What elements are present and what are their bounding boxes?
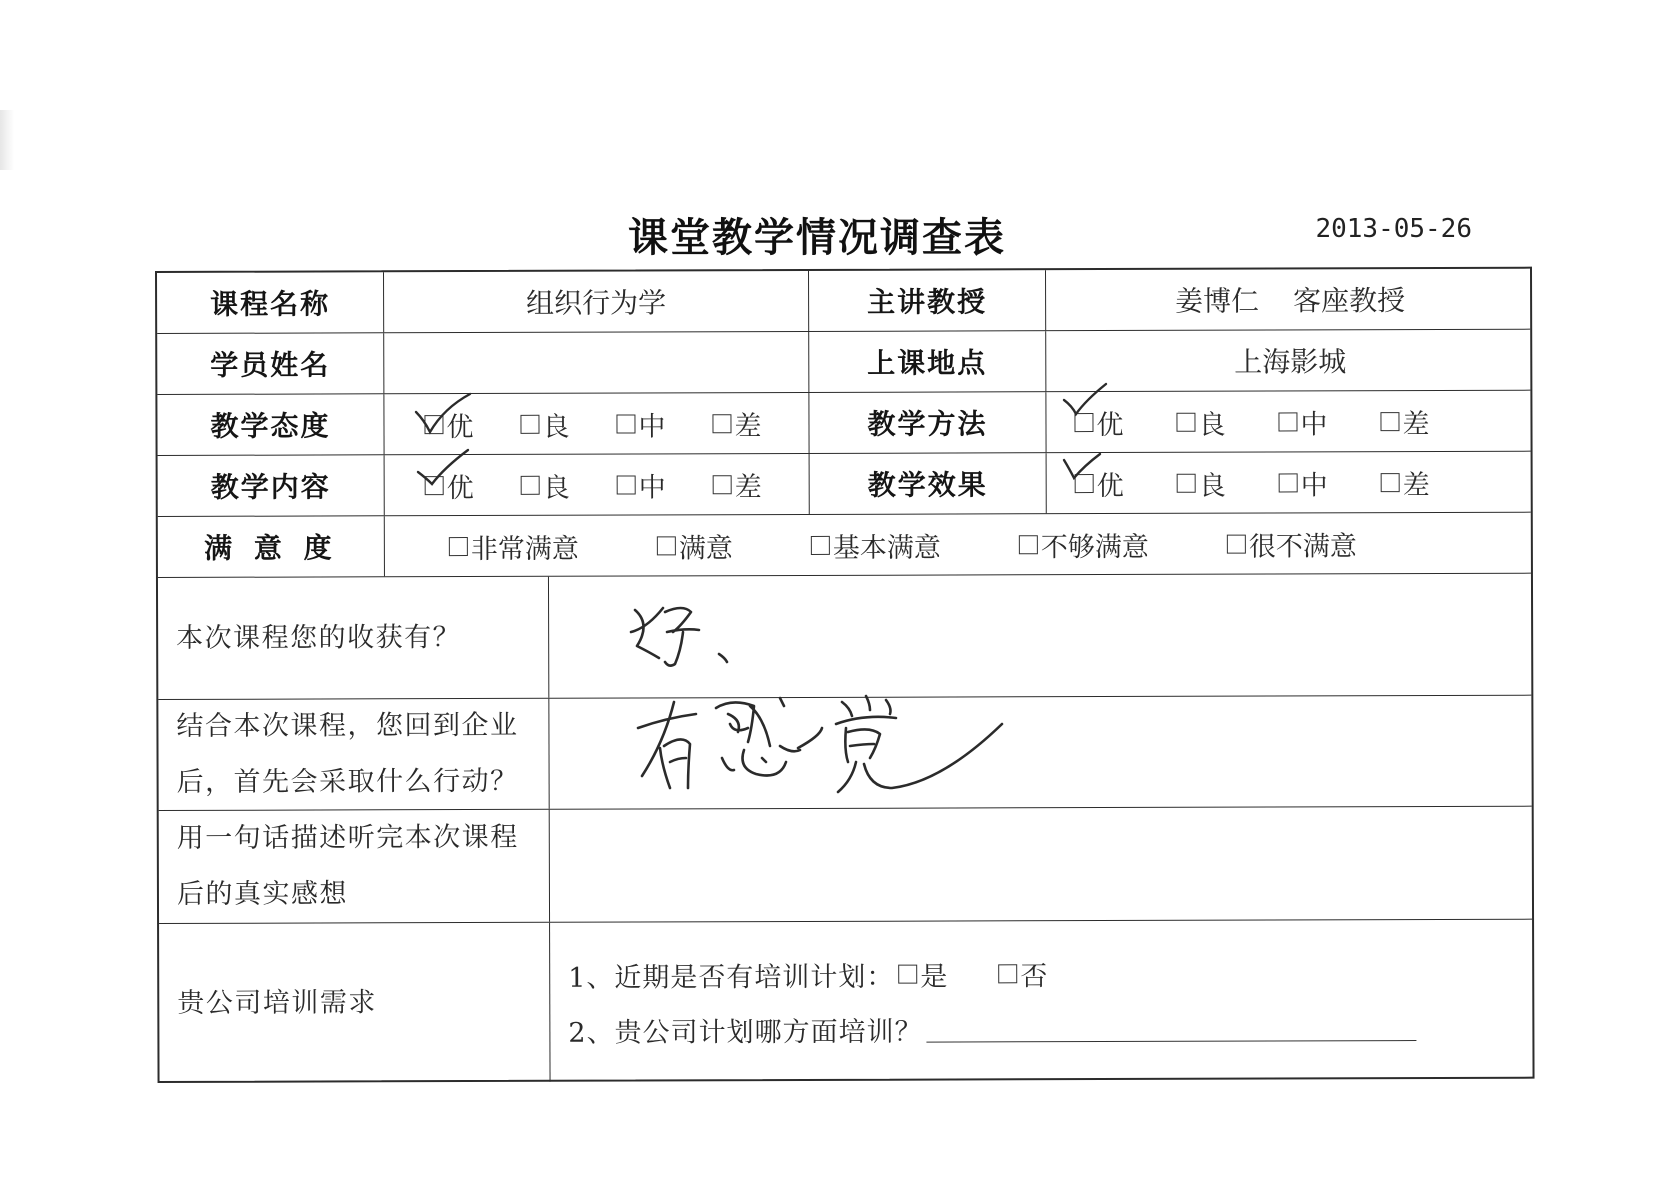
method-option-poor[interactable]: 差 — [1380, 401, 1460, 440]
checkbox[interactable] — [617, 475, 636, 494]
method-option-average[interactable]: 中 — [1278, 402, 1380, 441]
row-satisfaction — [158, 513, 1531, 578]
check-mark-content — [412, 448, 482, 498]
content-option-good[interactable]: 良 — [521, 465, 617, 504]
question-gain-label: 本次课程您的收获有？ — [158, 577, 549, 699]
effect-option-average[interactable]: 中 — [1279, 463, 1381, 502]
method-label: 教学方法 — [809, 392, 1046, 453]
row-attitude-method — [157, 391, 1530, 456]
attitude-option-poor[interactable]: 差 — [712, 403, 808, 442]
course-name-value[interactable]: 组织行为学 — [384, 271, 809, 332]
effect-label: 教学效果 — [810, 453, 1047, 514]
attitude-option-average[interactable]: 中 — [616, 404, 712, 443]
checkbox[interactable] — [520, 414, 539, 433]
checkbox[interactable] — [616, 414, 635, 433]
instructor-value[interactable] — [1046, 269, 1534, 331]
survey-form — [155, 267, 1535, 1083]
checkbox[interactable] — [1279, 473, 1298, 492]
question-feeling-answer[interactable] — [550, 807, 1536, 922]
checkbox[interactable] — [1278, 412, 1297, 431]
checkbox[interactable] — [1177, 473, 1196, 492]
form-title: 课堂教学情况调查表 — [628, 215, 1006, 261]
method-option-excellent[interactable]: 优 — [1074, 402, 1176, 441]
row-student — [157, 330, 1530, 395]
training-area-line — [568, 1000, 1416, 1058]
content-option-excellent[interactable]: 优 — [425, 465, 521, 504]
training-plan-line — [568, 946, 1048, 1003]
check-mark-method — [1060, 380, 1130, 430]
effect-option-good[interactable]: 良 — [1177, 463, 1279, 502]
attitude-option-good[interactable]: 良 — [520, 404, 616, 443]
training-area-question: 2、贵公司计划哪方面培训？ — [568, 1016, 923, 1049]
method-option-good[interactable]: 良 — [1176, 402, 1278, 441]
checkbox[interactable] — [1380, 412, 1399, 431]
checkbox[interactable] — [1381, 473, 1400, 492]
training-plan-no-checkbox[interactable] — [998, 964, 1017, 983]
satisfaction-option-satisfied[interactable]: 满意 — [657, 526, 733, 565]
training-plan-question: 1、近期是否有培训计划： — [568, 961, 895, 994]
question-action-line-2: 后，首先会采取什么行动？ — [176, 765, 519, 798]
question-feeling-line-2: 后的真实感想 — [176, 878, 349, 910]
content-option-average[interactable]: 中 — [617, 465, 713, 504]
checkbox[interactable] — [713, 475, 732, 494]
satisfaction-option-not-satisfied[interactable]: 不够满意 — [1019, 524, 1149, 563]
check-mark-attitude — [410, 390, 480, 440]
checkbox[interactable] — [712, 414, 731, 433]
question-action-label — [158, 699, 549, 810]
checkbox[interactable] — [1019, 535, 1038, 554]
row-question-feeling — [159, 807, 1532, 924]
row-question-gain — [158, 574, 1531, 700]
checkbox[interactable] — [1176, 412, 1195, 431]
row-course — [157, 269, 1530, 334]
instructor-label: 主讲教授 — [809, 270, 1046, 331]
checkbox[interactable] — [657, 536, 676, 555]
location-value[interactable]: 上海影城 — [1234, 345, 1347, 379]
student-name-label: 学员姓名 — [157, 333, 384, 394]
checkbox[interactable] — [521, 475, 540, 494]
attitude-label: 教学态度 — [157, 394, 384, 455]
satisfaction-options — [385, 513, 1535, 577]
satisfaction-option-very-unsatisfied[interactable]: 很不满意 — [1227, 524, 1357, 563]
instructor-title: 客座教授 — [1293, 284, 1406, 318]
row-content-effect — [158, 452, 1531, 517]
training-needs-label: 贵公司培训需求 — [159, 923, 550, 1083]
checkbox[interactable] — [449, 537, 468, 556]
row-training-needs — [159, 920, 1532, 1083]
question-action-line-1: 结合本次课程，您回到企业 — [176, 709, 519, 742]
check-mark-effect — [1060, 448, 1130, 498]
instructor-name: 姜博仁 — [1175, 284, 1260, 318]
checkbox[interactable] — [811, 535, 830, 554]
scan-edge-shadow — [0, 110, 14, 170]
content-label: 教学内容 — [158, 455, 385, 516]
question-feeling-label — [159, 810, 550, 923]
satisfaction-option-basically-satisfied[interactable]: 基本满意 — [811, 525, 941, 564]
satisfaction-label: 满 意 度 — [158, 516, 385, 577]
form-date: 2013-05-26 — [1315, 214, 1472, 244]
training-plan-yes-label: 是 — [920, 961, 949, 993]
handwritten-answer-action — [630, 688, 1010, 800]
checkbox[interactable] — [1227, 534, 1246, 553]
question-feeling-line-1: 用一句话描述听完本次课程 — [176, 821, 519, 854]
training-area-input[interactable] — [927, 1014, 1417, 1043]
location-label: 上课地点 — [809, 331, 1046, 392]
effect-option-excellent[interactable]: 优 — [1075, 463, 1177, 502]
satisfaction-option-very-satisfied[interactable]: 非常满意 — [449, 526, 579, 565]
attitude-option-excellent[interactable]: 优 — [424, 404, 520, 443]
effect-option-poor[interactable]: 差 — [1381, 462, 1461, 501]
student-name-field[interactable] — [384, 332, 809, 393]
training-needs-content — [550, 920, 1536, 1082]
training-plan-no-label: 否 — [1020, 960, 1049, 992]
course-name-label: 课程名称 — [157, 272, 384, 333]
handwritten-answer-gain — [625, 598, 745, 678]
content-option-poor[interactable]: 差 — [713, 464, 809, 503]
training-plan-yes-checkbox[interactable] — [898, 964, 917, 983]
